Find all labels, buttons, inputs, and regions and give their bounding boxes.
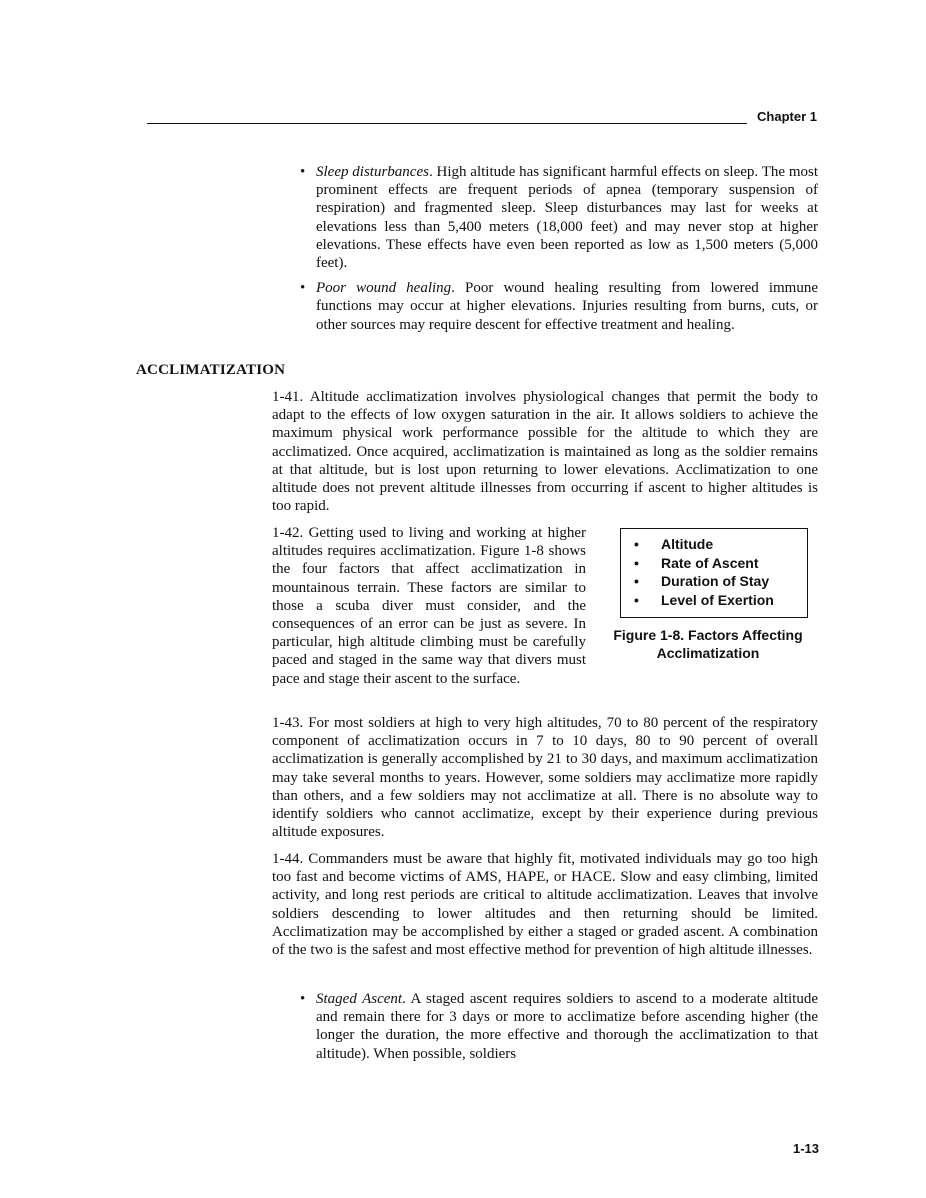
bullet-term: Sleep disturbances bbox=[316, 164, 429, 180]
figure-factor-item: • Level of Exertion bbox=[634, 591, 774, 608]
figure-factor-item: • Altitude bbox=[634, 536, 714, 552]
bullet-item-sleep-disturbances bbox=[298, 163, 818, 272]
bullet-icon: • bbox=[634, 536, 639, 552]
figure-box bbox=[620, 528, 808, 618]
bullet-icon: • bbox=[634, 573, 639, 589]
bullet-icon: • bbox=[300, 280, 306, 297]
page-number: 1-13 bbox=[792, 1141, 819, 1156]
bullet-icon: • bbox=[300, 991, 306, 1007]
paragraph-1-41: 1-41. Altitude acclimatization involves physiological changes that permit the body to adapt to the effects of low oxygen saturation in the air. It allows soldiers to achieve the maximum physical work performance possible for the altitude to which they are acclimatized. Once acquired, acclimatization is maintained as long as the soldier remains at that altitude, but is lost upon returning to lower elevations. Acclimatization to one altitude does not prevent altitude illnesses from occurring if ascent to higher altitudes is too rapid. bbox=[272, 389, 818, 515]
figure-1-8 bbox=[598, 528, 818, 662]
figure-factor-item: • Duration of Stay bbox=[634, 573, 770, 589]
bullet-icon: • bbox=[300, 164, 306, 180]
figure-caption: Figure 1-8. Factors Affecting Acclimatization bbox=[613, 627, 803, 661]
bullet-list-bottom bbox=[298, 990, 818, 1070]
bullet-term: Staged Ascent bbox=[316, 991, 403, 1007]
bullet-item-poor-wound-healing bbox=[298, 279, 818, 334]
bullet-term: Poor wound healing bbox=[316, 280, 452, 297]
paragraph-1-42: 1-42. Getting used to living and working at higher altitudes requires acclimatization. Figure 1-8 shows the four factors that affect acclimatization in mountainous terrain. These factors are similar to those a scuba diver must consider, and the consequences of an error can be just as severe. In particular, high altitude climbing must be carefully paced and staged in the same way that divers must pace and stage their ascent to the surface. bbox=[272, 525, 586, 687]
bullet-text: . A staged ascent requires soldiers to ascend to a moderate altitude and remain there for 3 days or more to acclimatize before ascending higher (the longer the duration, the more effective and thorough the acclimatization to that altitude). When possible, soldiers bbox=[316, 991, 818, 1062]
paragraph-1-42-block bbox=[272, 524, 818, 688]
paragraph-1-44: 1-44. Commanders must be aware that highly fit, motivated individuals may go too high too fast and become victims of AMS, HAPE, or HACE. Slow and easy climbing, limited activity, and long rest periods are critical to altitude acclimatization. Leaves that involve soldiers descending to lower altitudes and then returning should be limited. Acclimatization may be accomplished by either a staged or graded ascent. A combination of the two is the safest and most effective method for prevention of high altitude illnesses. bbox=[272, 851, 818, 959]
bullet-icon: • bbox=[634, 591, 639, 608]
paragraph-1-43: 1-43. For most soldiers at high to very high altitudes, 70 to 80 percent of the respiratory component of acclimatization occurs in 7 to 10 days, 80 to 90 percent of overall acclimatization is generally accomplished by 21 to 30 days, and maximum acclimatization may take several months to years. However, some soldiers may acclimatize more rapidly than others, and a few soldiers may not acclimatize at all. There is no absolute way to identify soldiers who cannot acclimatize, except by their experience during previous altitude exposures. bbox=[272, 715, 818, 841]
bullet-icon: • bbox=[634, 554, 639, 571]
section-heading: ACCLIMATIZATION bbox=[136, 362, 286, 378]
bullet-list-top bbox=[298, 163, 818, 341]
header-rule bbox=[147, 123, 747, 124]
bullet-item-staged-ascent bbox=[298, 990, 818, 1063]
bullet-text: . Poor wound healing resulting from lowered immune functions may occur at higher elevations. Injuries resulting from burns, cuts, or other sources may require descent for effective treatment and healing. bbox=[316, 280, 818, 333]
chapter-label: Chapter 1 bbox=[757, 109, 817, 124]
figure-factor-item: • Rate of Ascent bbox=[634, 554, 759, 571]
bullet-text: . High altitude has significant harmful effects on sleep. The most prominent effects are frequent periods of apnea (temporary suspension of respiration) and fragmented sleep. Sleep disturbances may last for weeks at elevations less than 5,400 meters (18,000 feet) and may never stop at higher elevations. These effects have even been reported as low as 1,500 meters (5,000 feet). bbox=[316, 164, 818, 272]
figure-factor-list bbox=[631, 535, 797, 609]
